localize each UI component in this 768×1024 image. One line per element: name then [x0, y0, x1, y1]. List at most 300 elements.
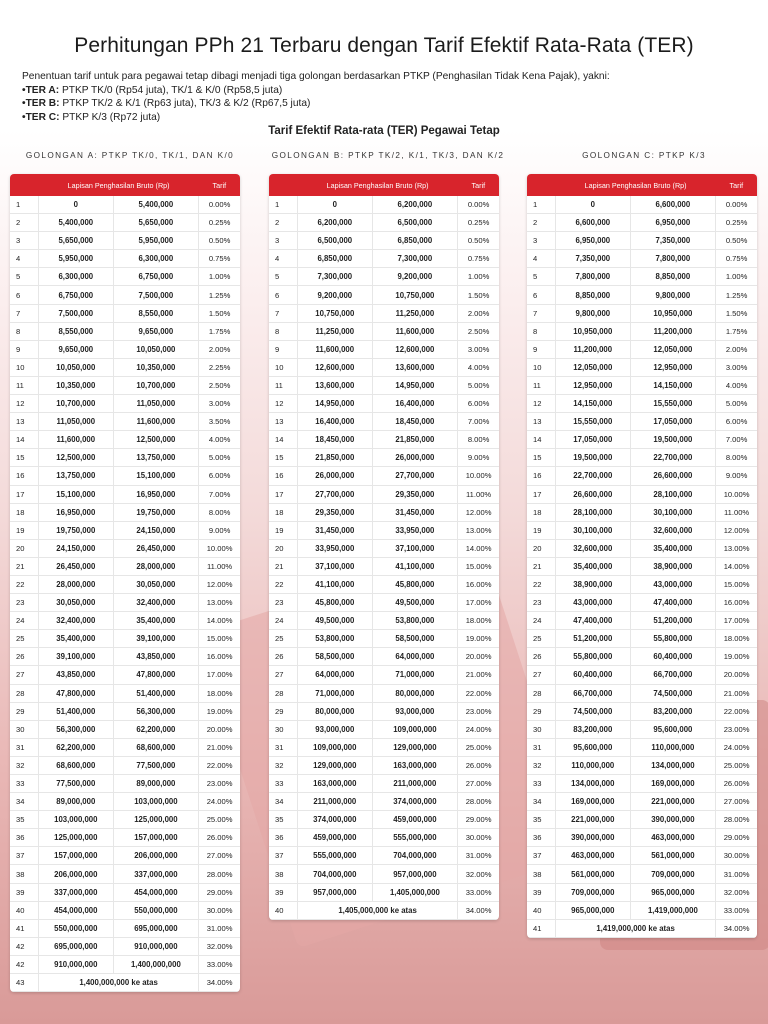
rate-cell: 20.00% — [199, 720, 240, 738]
range-to: 30,050,000 — [113, 575, 199, 593]
row-number: 6 — [10, 286, 39, 304]
row-number: 31 — [527, 738, 556, 756]
table-row — [527, 376, 757, 394]
row-number: 32 — [527, 756, 556, 774]
row-number: 18 — [10, 503, 39, 521]
table-row — [10, 322, 240, 340]
row-number: 37 — [10, 847, 39, 865]
range-from: 83,200,000 — [556, 720, 631, 738]
rate-cell: 13.00% — [458, 521, 499, 539]
rate-cell: 24.00% — [458, 720, 499, 738]
row-number: 30 — [527, 720, 556, 738]
row-number: 12 — [269, 395, 298, 413]
row-number: 32 — [10, 756, 39, 774]
range-from: 35,400,000 — [556, 557, 631, 575]
range-to: 9,200,000 — [372, 268, 458, 286]
range-to: 32,600,000 — [630, 521, 716, 539]
table-row — [527, 250, 757, 268]
table-row — [269, 395, 499, 413]
range-from: 6,200,000 — [298, 214, 373, 232]
rate-cell: 18.00% — [716, 630, 757, 648]
row-number: 33 — [269, 775, 298, 793]
range-to: 18,450,000 — [372, 413, 458, 431]
table-row — [269, 811, 499, 829]
row-number: 11 — [269, 376, 298, 394]
range-to: 134,000,000 — [630, 756, 716, 774]
table-row — [269, 214, 499, 232]
range-to: 64,000,000 — [372, 648, 458, 666]
rate-cell: 9.00% — [458, 449, 499, 467]
rate-cell: 5.00% — [458, 376, 499, 394]
table-row — [269, 467, 499, 485]
range-to: 709,000,000 — [630, 865, 716, 883]
rate-cell: 31.00% — [458, 847, 499, 865]
range-to: 6,500,000 — [372, 214, 458, 232]
range-to: 7,800,000 — [630, 250, 716, 268]
table-row — [527, 449, 757, 467]
table-row — [527, 557, 757, 575]
rate-cell: 6.00% — [716, 413, 757, 431]
table-row — [527, 521, 757, 539]
range-to: 24,150,000 — [113, 521, 199, 539]
rate-cell: 11.00% — [199, 557, 240, 575]
range-to: 555,000,000 — [372, 829, 458, 847]
table-row — [527, 304, 757, 322]
table-row — [10, 268, 240, 286]
table-row — [527, 829, 757, 847]
range-from: 60,400,000 — [556, 666, 631, 684]
row-number: 5 — [527, 268, 556, 286]
range-from: 11,250,000 — [298, 322, 373, 340]
range-from: 11,050,000 — [39, 413, 114, 431]
row-number: 38 — [10, 865, 39, 883]
row-number: 24 — [10, 612, 39, 630]
table-row — [269, 431, 499, 449]
rate-cell: 32.00% — [199, 937, 240, 955]
range-to: 110,000,000 — [630, 738, 716, 756]
ter-a-line — [22, 84, 610, 98]
range-from: 28,100,000 — [556, 503, 631, 521]
table-row — [527, 322, 757, 340]
rate-cell: 3.00% — [458, 340, 499, 358]
range-from: 53,800,000 — [298, 630, 373, 648]
row-number: 30 — [10, 720, 39, 738]
row-number: 28 — [269, 684, 298, 702]
range-from: 10,950,000 — [556, 322, 631, 340]
table-row — [527, 413, 757, 431]
range-from: 8,550,000 — [39, 322, 114, 340]
table-row — [269, 648, 499, 666]
row-number: 36 — [10, 829, 39, 847]
range-to: 26,000,000 — [372, 449, 458, 467]
range-from: 11,600,000 — [298, 340, 373, 358]
range-to: 51,200,000 — [630, 612, 716, 630]
row-number: 24 — [269, 612, 298, 630]
rate-cell: 27.00% — [716, 793, 757, 811]
range-from: 555,000,000 — [298, 847, 373, 865]
rate-cell: 22.00% — [458, 684, 499, 702]
row-number: 27 — [269, 666, 298, 684]
ter-b-text: PTKP TK/2 & K/1 (Rp63 juta), TK/3 & K/2 (Rp67,5 juta) — [59, 98, 311, 109]
rate-cell: 3.00% — [199, 395, 240, 413]
rate-cell: 27.00% — [199, 847, 240, 865]
table-row — [269, 376, 499, 394]
rate-cell: 0.00% — [458, 196, 499, 214]
range-from: 35,400,000 — [39, 630, 114, 648]
row-number: 12 — [527, 395, 556, 413]
range-to: 28,100,000 — [630, 485, 716, 503]
range-from: 459,000,000 — [298, 829, 373, 847]
range-from: 6,300,000 — [39, 268, 114, 286]
row-number: 22 — [527, 575, 556, 593]
range-to: 12,600,000 — [372, 340, 458, 358]
row-number: 1 — [10, 196, 39, 214]
range-from: 71,000,000 — [298, 684, 373, 702]
table-row — [10, 431, 240, 449]
row-number: 40 — [269, 901, 298, 919]
range-from: 16,400,000 — [298, 413, 373, 431]
row-number: 15 — [10, 449, 39, 467]
range-from: 12,050,000 — [556, 358, 631, 376]
range-from: 14,950,000 — [298, 395, 373, 413]
range-to: 1,419,000,000 — [630, 901, 716, 919]
rate-cell: 29.00% — [458, 811, 499, 829]
table-row — [527, 575, 757, 593]
table-row — [269, 503, 499, 521]
rate-cell: 1.75% — [716, 322, 757, 340]
row-number: 9 — [269, 340, 298, 358]
row-number: 14 — [269, 431, 298, 449]
rate-cell: 25.00% — [199, 811, 240, 829]
table-row — [269, 847, 499, 865]
rate-cell: 23.00% — [199, 775, 240, 793]
range-from: 221,000,000 — [556, 811, 631, 829]
row-number: 23 — [10, 594, 39, 612]
table-row — [527, 738, 757, 756]
table-row — [269, 268, 499, 286]
table-group-b — [269, 174, 499, 920]
row-number: 1 — [269, 196, 298, 214]
row-number: 15 — [269, 449, 298, 467]
range-to: 6,750,000 — [113, 268, 199, 286]
range-to: 8,550,000 — [113, 304, 199, 322]
range-to: 89,000,000 — [113, 775, 199, 793]
rate-cell: 1.25% — [716, 286, 757, 304]
range-to: 45,800,000 — [372, 575, 458, 593]
page-title: Perhitungan PPh 21 Terbaru dengan Tarif Efektif Rata-Rata (TER) — [74, 34, 694, 57]
range-to: 30,100,000 — [630, 503, 716, 521]
table-row — [269, 413, 499, 431]
table-row — [269, 829, 499, 847]
rate-cell: 7.00% — [458, 413, 499, 431]
table-row — [527, 612, 757, 630]
rate-cell: 33.00% — [199, 955, 240, 973]
range-from: 163,000,000 — [298, 775, 373, 793]
table-row — [269, 594, 499, 612]
range-to: 910,000,000 — [113, 937, 199, 955]
row-number: 36 — [527, 829, 556, 847]
rate-cell: 11.00% — [716, 503, 757, 521]
rate-cell: 0.25% — [458, 214, 499, 232]
range-from: 33,950,000 — [298, 539, 373, 557]
rate-cell: 17.00% — [458, 594, 499, 612]
range-from: 43,850,000 — [39, 666, 114, 684]
rate-cell: 27.00% — [458, 775, 499, 793]
table-row — [527, 775, 757, 793]
row-number: 25 — [10, 630, 39, 648]
range-from: 10,350,000 — [39, 376, 114, 394]
rate-cell: 10.00% — [458, 467, 499, 485]
table-row — [527, 232, 757, 250]
row-number: 39 — [10, 883, 39, 901]
rate-cell: 28.00% — [458, 793, 499, 811]
rate-cell: 14.00% — [716, 557, 757, 575]
range-from: 12,500,000 — [39, 449, 114, 467]
row-number: 7 — [527, 304, 556, 322]
table-row — [269, 304, 499, 322]
range-to: 13,600,000 — [372, 358, 458, 376]
range-to: 157,000,000 — [113, 829, 199, 847]
range-from: 103,000,000 — [39, 811, 114, 829]
rate-cell: 0.00% — [716, 196, 757, 214]
range-from: 157,000,000 — [39, 847, 114, 865]
range-to: 390,000,000 — [630, 811, 716, 829]
row-number: 23 — [269, 594, 298, 612]
rate-cell: 21.00% — [458, 666, 499, 684]
range-from: 7,350,000 — [556, 250, 631, 268]
range-to: 1,405,000,000 — [372, 883, 458, 901]
range-to: 77,500,000 — [113, 756, 199, 774]
table-row — [527, 865, 757, 883]
rate-cell: 23.00% — [458, 702, 499, 720]
table-row — [10, 340, 240, 358]
row-number: 30 — [269, 720, 298, 738]
range-from: 125,000,000 — [39, 829, 114, 847]
rate-cell: 0.50% — [716, 232, 757, 250]
table-row — [269, 521, 499, 539]
rate-cell: 14.00% — [199, 612, 240, 630]
range-from: 49,500,000 — [298, 612, 373, 630]
range-from: 30,100,000 — [556, 521, 631, 539]
row-number: 41 — [527, 919, 556, 937]
range-to: 965,000,000 — [630, 883, 716, 901]
range-from: 41,100,000 — [298, 575, 373, 593]
table-row — [269, 901, 499, 919]
range-to: 7,500,000 — [113, 286, 199, 304]
rate-cell: 0.75% — [199, 250, 240, 268]
range-to: 83,200,000 — [630, 702, 716, 720]
rate-cell: 20.00% — [458, 648, 499, 666]
range-to: 13,750,000 — [113, 449, 199, 467]
ter-a-label: •TER A: — [22, 84, 60, 96]
range-from: 89,000,000 — [39, 793, 114, 811]
range-from: 21,850,000 — [298, 449, 373, 467]
range-from: 19,750,000 — [39, 521, 114, 539]
rate-cell: 24.00% — [199, 793, 240, 811]
range-from: 5,950,000 — [39, 250, 114, 268]
row-number: 13 — [269, 413, 298, 431]
table-row — [527, 684, 757, 702]
range-from: 16,950,000 — [39, 503, 114, 521]
row-number: 11 — [10, 376, 39, 394]
table-row — [527, 431, 757, 449]
range-to: 125,000,000 — [113, 811, 199, 829]
range-from: 11,600,000 — [39, 431, 114, 449]
table-row — [10, 865, 240, 883]
table-row — [10, 612, 240, 630]
table-row — [269, 684, 499, 702]
range-open: 1,405,000,000 ke atas — [298, 901, 458, 919]
table-row — [269, 196, 499, 214]
rate-cell: 15.00% — [199, 630, 240, 648]
ter-a-text: PTKP TK/0 (Rp54 juta), TK/1 & K/0 (Rp58,5 juta) — [59, 84, 283, 96]
range-from: 454,000,000 — [39, 901, 114, 919]
range-from: 9,200,000 — [298, 286, 373, 304]
range-to: 10,350,000 — [113, 358, 199, 376]
row-number: 21 — [10, 557, 39, 575]
row-number: 4 — [10, 250, 39, 268]
rate-cell: 13.00% — [716, 539, 757, 557]
rate-cell: 22.00% — [199, 756, 240, 774]
range-from: 965,000,000 — [556, 901, 631, 919]
row-number: 38 — [527, 865, 556, 883]
table-row — [527, 485, 757, 503]
table-row — [527, 793, 757, 811]
range-to: 12,050,000 — [630, 340, 716, 358]
rate-cell: 20.00% — [716, 666, 757, 684]
row-number: 15 — [527, 449, 556, 467]
table-row — [10, 684, 240, 702]
table-row — [10, 250, 240, 268]
table-row — [269, 793, 499, 811]
range-to: 16,950,000 — [113, 485, 199, 503]
table-row — [269, 883, 499, 901]
table-row — [527, 340, 757, 358]
row-number: 12 — [10, 395, 39, 413]
header-range: Lapisan Penghasilan Bruto (Rp) — [39, 174, 199, 196]
row-number: 14 — [527, 431, 556, 449]
range-from: 15,550,000 — [556, 413, 631, 431]
range-from: 29,350,000 — [298, 503, 373, 521]
rate-cell: 1.50% — [199, 304, 240, 322]
row-number: 28 — [527, 684, 556, 702]
rate-cell: 6.00% — [458, 395, 499, 413]
row-number: 40 — [527, 901, 556, 919]
row-number: 10 — [269, 358, 298, 376]
row-number: 11 — [527, 376, 556, 394]
table-row — [10, 376, 240, 394]
range-from: 10,050,000 — [39, 358, 114, 376]
range-to: 211,000,000 — [372, 775, 458, 793]
row-number: 3 — [10, 232, 39, 250]
range-to: 14,950,000 — [372, 376, 458, 394]
range-to: 169,000,000 — [630, 775, 716, 793]
range-from: 110,000,000 — [556, 756, 631, 774]
range-from: 0 — [556, 196, 631, 214]
range-from: 18,450,000 — [298, 431, 373, 449]
range-to: 22,700,000 — [630, 449, 716, 467]
rate-cell: 16.00% — [458, 575, 499, 593]
range-to: 28,000,000 — [113, 557, 199, 575]
table-row — [527, 847, 757, 865]
rate-cell: 0.00% — [199, 196, 240, 214]
row-number: 26 — [527, 648, 556, 666]
row-number: 42 — [10, 937, 39, 955]
table-row — [527, 720, 757, 738]
row-number: 3 — [269, 232, 298, 250]
table-row — [10, 937, 240, 955]
range-from: 30,050,000 — [39, 594, 114, 612]
rate-cell: 31.00% — [716, 865, 757, 883]
row-number: 17 — [527, 485, 556, 503]
range-from: 64,000,000 — [298, 666, 373, 684]
range-from: 0 — [39, 196, 114, 214]
range-from: 12,950,000 — [556, 376, 631, 394]
row-number: 20 — [527, 539, 556, 557]
ter-b-line — [22, 97, 610, 111]
range-from: 68,600,000 — [39, 756, 114, 774]
range-from: 8,850,000 — [556, 286, 631, 304]
rate-cell: 30.00% — [716, 847, 757, 865]
range-from: 93,000,000 — [298, 720, 373, 738]
row-number: 39 — [527, 883, 556, 901]
range-to: 60,400,000 — [630, 648, 716, 666]
row-number: 5 — [10, 268, 39, 286]
row-number: 42 — [10, 955, 39, 973]
table-row — [10, 521, 240, 539]
row-number: 10 — [10, 358, 39, 376]
table-row — [10, 702, 240, 720]
section-subtitle: Tarif Efektif Rata-rata (TER) Pegawai Tetap — [268, 125, 500, 137]
table-row — [527, 702, 757, 720]
range-to: 51,400,000 — [113, 684, 199, 702]
row-number: 2 — [269, 214, 298, 232]
range-to: 31,450,000 — [372, 503, 458, 521]
range-from: 37,100,000 — [298, 557, 373, 575]
header-no — [10, 174, 39, 196]
range-from: 14,150,000 — [556, 395, 631, 413]
rate-cell: 0.25% — [716, 214, 757, 232]
rate-cell: 33.00% — [716, 901, 757, 919]
table-row — [10, 214, 240, 232]
range-from: 211,000,000 — [298, 793, 373, 811]
rate-cell: 19.00% — [458, 630, 499, 648]
table-row — [527, 901, 757, 919]
row-number: 34 — [269, 793, 298, 811]
row-number: 34 — [10, 793, 39, 811]
range-from: 550,000,000 — [39, 919, 114, 937]
row-number: 40 — [10, 901, 39, 919]
table-row — [527, 196, 757, 214]
range-to: 68,600,000 — [113, 738, 199, 756]
range-from: 95,600,000 — [556, 738, 631, 756]
row-number: 4 — [269, 250, 298, 268]
table-row — [527, 286, 757, 304]
ter-c-label: •TER C: — [22, 111, 60, 123]
row-number: 8 — [527, 322, 556, 340]
range-from: 9,800,000 — [556, 304, 631, 322]
range-to: 19,750,000 — [113, 503, 199, 521]
table-group-c — [527, 174, 757, 938]
intro-line: Penentuan tarif untuk para pegawai tetap dibagi menjadi tiga golongan berdasarkan PTKP (Penghasilan Tidak Kena Pajak), yakni: — [22, 71, 610, 82]
table-row — [10, 738, 240, 756]
range-to: 11,600,000 — [113, 413, 199, 431]
header-no — [527, 174, 556, 196]
table-row — [527, 811, 757, 829]
row-number: 36 — [269, 829, 298, 847]
rate-cell: 23.00% — [716, 720, 757, 738]
row-number: 26 — [269, 648, 298, 666]
